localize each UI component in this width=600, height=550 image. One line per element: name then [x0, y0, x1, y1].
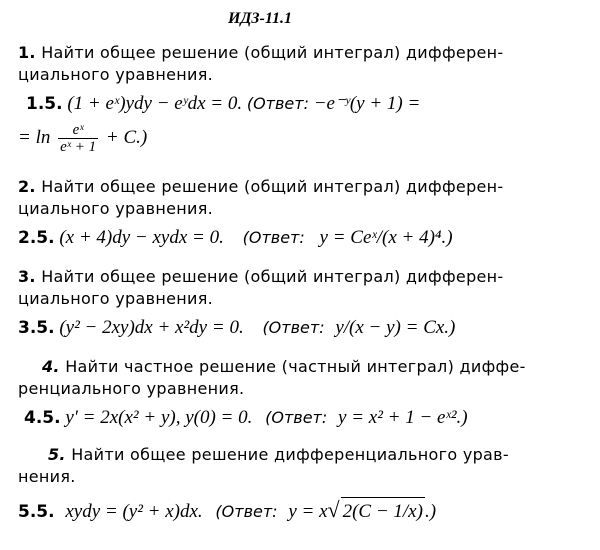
equation-number: 5.5.	[18, 502, 55, 522]
answer: y/(x − y) = Cx.)	[335, 317, 456, 338]
sqrt-sign: √	[327, 497, 340, 522]
task-1	[18, 42, 580, 155]
task-prompt	[18, 356, 580, 400]
task-text: Найти общее решение (общий интеграл) дифферен- циального уравнения.	[18, 267, 504, 308]
page-title: ИДЗ-11.1	[228, 10, 292, 27]
task-prompt	[18, 42, 580, 86]
equation-number: 4.5.	[24, 408, 61, 428]
task-prompt	[18, 266, 580, 310]
task-prompt	[18, 444, 580, 488]
task-number: 2.	[18, 177, 36, 196]
answer-suffix: + C.)	[105, 126, 148, 148]
equation-number: 3.5.	[18, 318, 55, 338]
task-text: Найти частное решение (частный интеграл) диффе- ренциального уравнения.	[18, 357, 526, 398]
answer-prefix: = ln	[18, 126, 51, 148]
equation-line	[18, 404, 580, 432]
answer-radicand: 2(C − 1/x)	[341, 497, 425, 526]
equation-line	[18, 90, 580, 118]
answer-label: (Ответ:	[246, 94, 309, 113]
equation: (1 + eˣ)ydy − eʸdx = 0.	[67, 93, 243, 114]
equation: xydy = (y² + x)dx.	[65, 501, 203, 522]
task-number: 5.	[48, 445, 66, 464]
equation: y′ = 2x(x² + y), y(0) = 0.	[65, 407, 253, 428]
task-5	[18, 444, 580, 526]
answer-label: (Ответ:	[265, 408, 328, 427]
equation: (y² − 2xy)dx + x²dy = 0.	[59, 317, 244, 338]
answer-label: (Ответ:	[215, 502, 278, 521]
task-2	[18, 176, 580, 252]
fraction-denominator: eˣ + 1	[60, 139, 97, 155]
answer-label: (Ответ:	[242, 228, 305, 247]
equation-number: 1.5.	[26, 94, 63, 114]
task-4	[18, 356, 580, 432]
answer-fraction	[58, 122, 98, 155]
task-text: Найти общее решение (общий интеграл) дифферен- циального уравнения.	[18, 177, 504, 218]
task-number: 1.	[18, 43, 36, 62]
task-number: 4.	[42, 357, 60, 376]
task-text: Найти общее решение дифференциального урав- нения.	[18, 445, 509, 486]
answer-prefix: y = x	[288, 501, 328, 522]
answer: y = x² + 1 − eˣ².)	[338, 407, 468, 428]
equation: (x + 4)dy − xydx = 0.	[59, 227, 224, 248]
equation-line	[18, 314, 580, 342]
answer-label: (Ответ:	[262, 318, 325, 337]
answer: y = Ceˣ/(x + 4)⁴.)	[319, 227, 453, 248]
answer: −e⁻ʸ(y + 1) =	[313, 93, 421, 114]
equation-line	[18, 496, 580, 526]
answer-continuation	[18, 122, 580, 155]
task-prompt	[18, 176, 580, 220]
task-number: 3.	[18, 267, 36, 286]
answer-suffix: .)	[424, 501, 437, 522]
fraction-numerator: eˣ	[58, 122, 98, 139]
task-text: Найти общее решение (общий интеграл) дифферен- циального уравнения.	[18, 43, 504, 84]
equation-number: 2.5.	[18, 228, 55, 248]
task-3	[18, 266, 580, 342]
equation-line	[18, 224, 580, 252]
